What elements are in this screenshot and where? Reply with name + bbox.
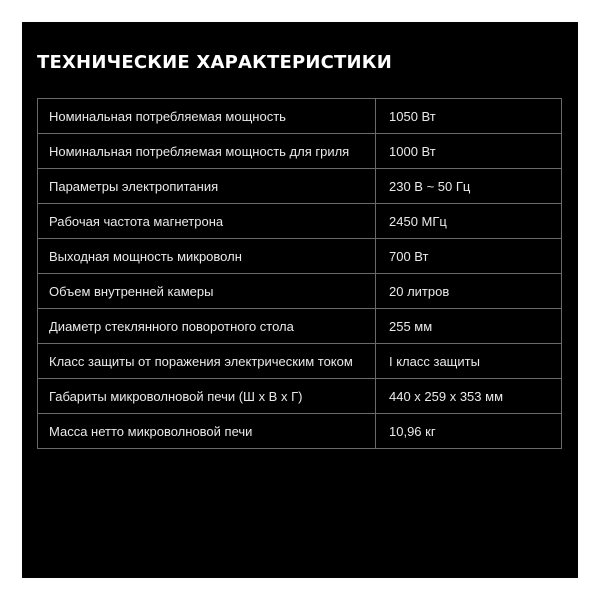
spec-name: Рабочая частота магнетрона [38,204,376,239]
spec-name: Объем внутренней камеры [38,274,376,309]
table-row [38,274,562,309]
spec-panel [22,22,578,578]
spec-value: 20 литров [376,274,562,309]
spec-value: 1000 Вт [376,134,562,169]
spec-name: Выходная мощность микроволн [38,239,376,274]
table-row [38,99,562,134]
spec-name: Параметры электропитания [38,169,376,204]
spec-table [37,98,562,449]
spec-value: 255 мм [376,309,562,344]
spec-name: Класс защиты от поражения электрическим током [38,344,376,379]
spec-name: Диаметр стеклянного поворотного стола [38,309,376,344]
spec-value: 2450 МГц [376,204,562,239]
table-row [38,204,562,239]
table-row [38,414,562,449]
spec-name: Номинальная потребляемая мощность для гриля [38,134,376,169]
spec-name: Масса нетто микроволновой печи [38,414,376,449]
spec-value: I класс защиты [376,344,562,379]
table-row [38,169,562,204]
page-title: ТЕХНИЧЕСКИЕ ХАРАКТЕРИСТИКИ [37,52,392,73]
table-row [38,379,562,414]
table-row [38,344,562,379]
spec-name: Габариты микроволновой печи (Ш х В х Г) [38,379,376,414]
table-row [38,134,562,169]
spec-value: 1050 Вт [376,99,562,134]
table-row [38,239,562,274]
spec-value: 10,96 кг [376,414,562,449]
spec-value: 700 Вт [376,239,562,274]
spec-value: 230 В ~ 50 Гц [376,169,562,204]
spec-name: Номинальная потребляемая мощность [38,99,376,134]
table-row [38,309,562,344]
spec-value: 440 х 259 х 353 мм [376,379,562,414]
